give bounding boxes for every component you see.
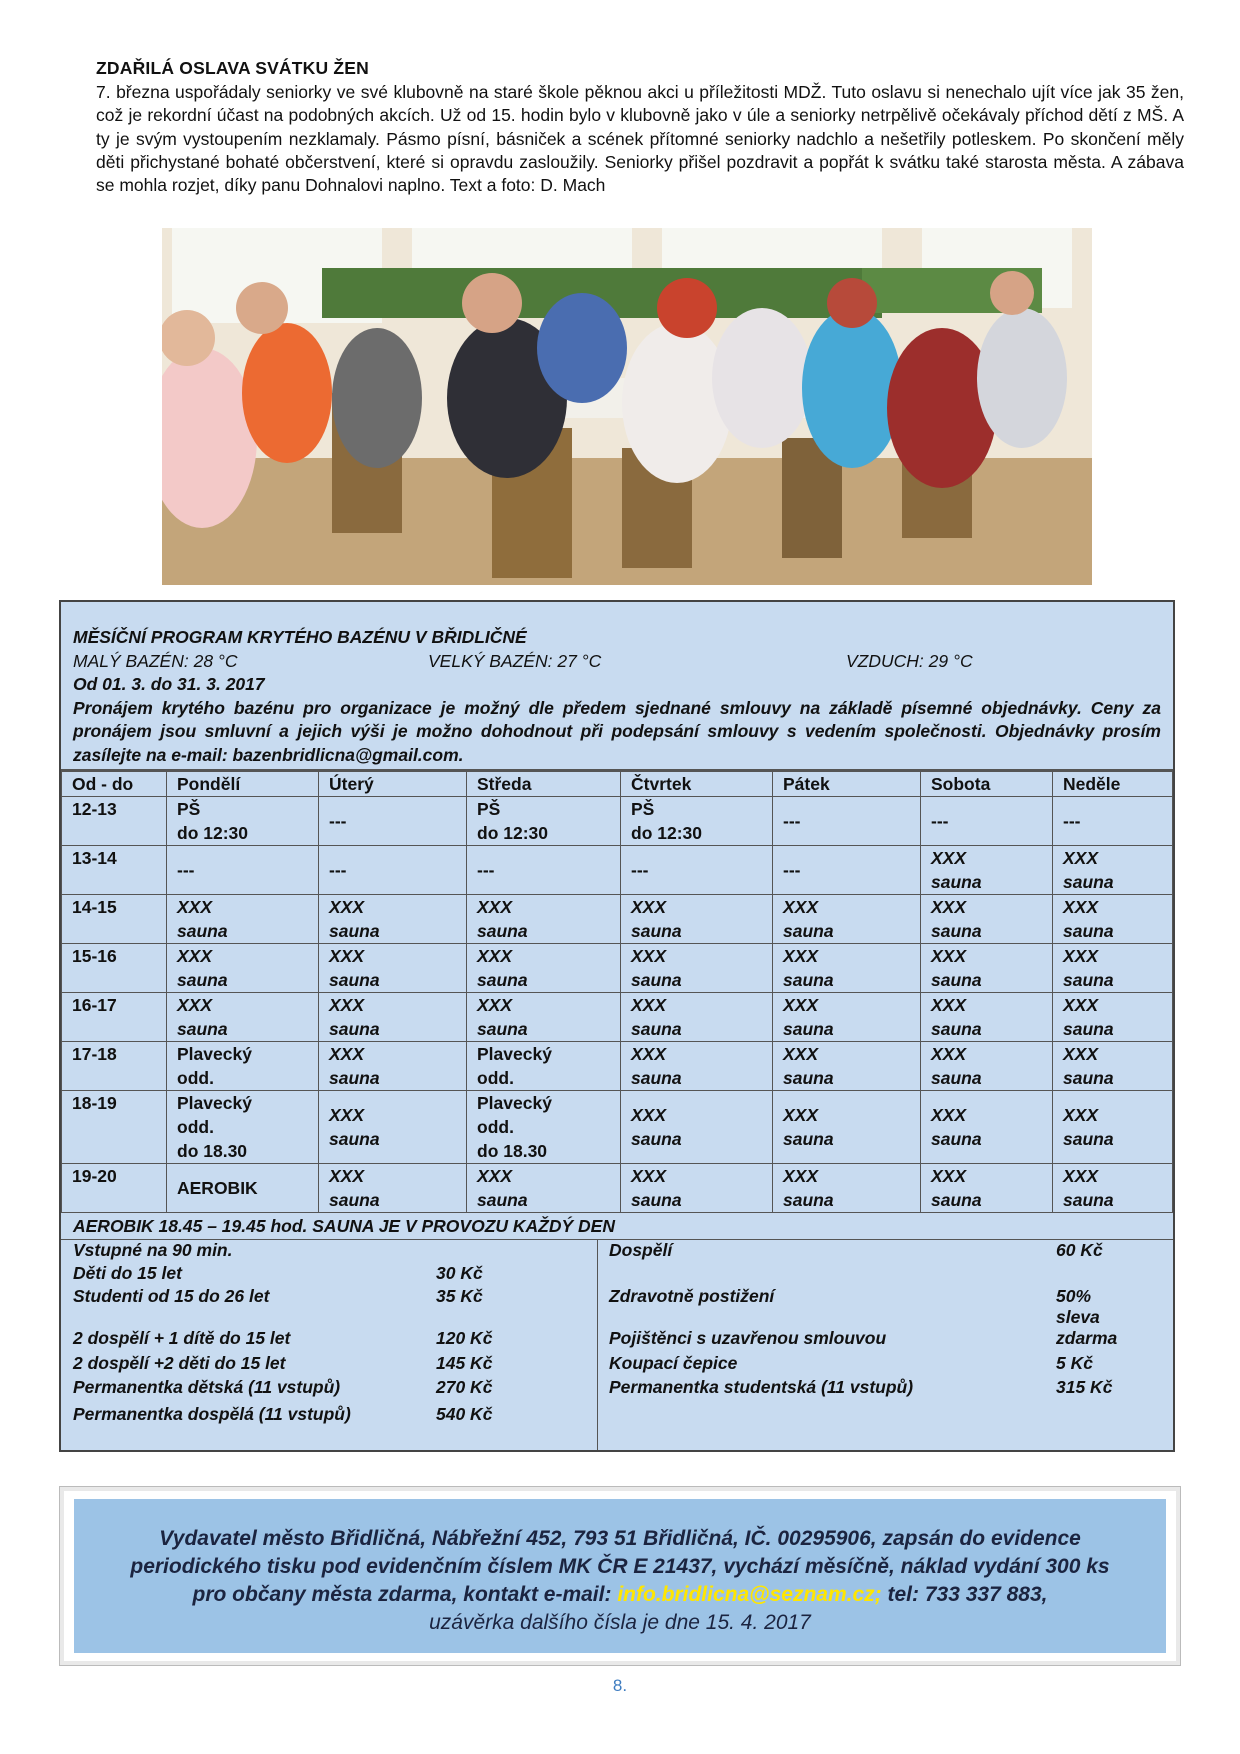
- schedule-cell: XXX sauna: [921, 993, 1053, 1042]
- photo-illustration: [162, 228, 1092, 585]
- price-label: 2 dospělí + 1 dítě do 15 let: [73, 1328, 291, 1348]
- price-label: Děti do 15 let: [73, 1263, 182, 1283]
- schedule-cell: XXX sauna: [1053, 944, 1173, 993]
- schedule-cell: XXX sauna: [773, 1042, 921, 1091]
- price-value: 315 Kč: [1056, 1377, 1113, 1397]
- schedule-cell: XXX sauna: [921, 1091, 1053, 1164]
- publisher-line-3a: pro občany města zdarma, kontakt e-mail:: [192, 1583, 618, 1606]
- article: [96, 58, 1184, 197]
- schedule-header-cell: Středa: [467, 772, 621, 797]
- schedule-cell: ---: [1053, 797, 1173, 846]
- schedule-cell: XXX sauna: [773, 895, 921, 944]
- temp-small-pool: MALÝ BAZÉN: 28 °C: [73, 650, 238, 671]
- schedule-header-cell: Sobota: [921, 772, 1053, 797]
- page-number: 8.: [612, 1676, 628, 1695]
- pool-program: [59, 600, 1175, 1452]
- schedule-cell: XXX sauna: [167, 895, 319, 944]
- price-value: 540 Kč: [436, 1404, 493, 1424]
- schedule-header-cell: Čtvrtek: [621, 772, 773, 797]
- pool-description: Pronájem krytého bazénu pro organizace je možný dle předem sjednané smlouvy na základě písemné objednávky. Ceny za pronájem jsou smluvní a jejich výši je možno dohodnout při podepsání smlouvy s vedením společnosti. Objednávky prosím zasílejte na e-mail: bazenbridlicna@gmail.com.: [73, 697, 1161, 765]
- price-list-right: [598, 1240, 1173, 1450]
- price-label: Permanentka dětská (11 vstupů): [73, 1377, 341, 1397]
- schedule-cell: ---: [319, 846, 467, 895]
- price-value: 35 Kč: [436, 1286, 483, 1306]
- aerobik-note: AEROBIK 18.45 – 19.45 hod. SAUNA JE V PROVOZU KAŽDÝ DEN: [61, 1213, 1173, 1240]
- schedule-row: [62, 1042, 1173, 1091]
- schedule-cell: ---: [921, 797, 1053, 846]
- price-value: zdarma: [1056, 1328, 1118, 1348]
- schedule-cell: XXX sauna: [467, 1164, 621, 1213]
- schedule-header-cell: Pátek: [773, 772, 921, 797]
- schedule-time-cell: 14-15: [62, 895, 167, 944]
- price-value: 270 Kč: [436, 1377, 493, 1397]
- publisher-line-1: Vydavatel město Břidličná, Nábřežní 452, 793 51 Břidličná, IČ. 00295906, zapsán do evidence: [159, 1527, 1081, 1550]
- schedule-cell: Plavecký odd.: [167, 1042, 319, 1091]
- publisher-box: [59, 1486, 1181, 1666]
- publisher-deadline: uzávěrka dalšího čísla je dne 15. 4. 2017: [429, 1611, 811, 1634]
- schedule-cell: XXX sauna: [773, 993, 921, 1042]
- schedule-cell: XXX sauna: [921, 1164, 1053, 1213]
- article-title: ZDAŘILÁ OSLAVA SVÁTKU ŽEN: [96, 58, 370, 78]
- schedule-cell: XXX sauna: [1053, 1164, 1173, 1213]
- schedule-row: [62, 895, 1173, 944]
- schedule-time-cell: 15-16: [62, 944, 167, 993]
- schedule-cell: Plavecký odd.: [467, 1042, 621, 1091]
- schedule-header-cell: Pondělí: [167, 772, 319, 797]
- schedule-row: [62, 797, 1173, 846]
- schedule-cell: Plavecký odd. do 18.30: [167, 1091, 319, 1164]
- publisher-line-3: [74, 1581, 1166, 1609]
- schedule-cell: XXX sauna: [621, 895, 773, 944]
- pool-header: [61, 602, 1173, 771]
- schedule-cell: XXX sauna: [1053, 895, 1173, 944]
- article-body: 7. března uspořádaly seniorky ve své klubovně na staré škole pěknou akci u příležitosti MDŽ. Tuto oslavu si nenechalo ujít více jak 35 žen, což je rekordní účast na podobných akcích. Už od 15. hodin bylo v klubovně jako v úle a seniorky netrpělivě očekávaly příchod dětí z MŠ. A ty je svým vystoupením nezklamaly. Pásmo písní, básniček a scének přítomné seniorky nadchlo a nešetřily potleskem. Po skončení měly děti přichystané bohaté občerstvení, které si opravdu zasloužily. Seniorky přišel pozdravit a popřát k svátku také starosta města. A zábava se mohla rozjet, díky panu Dohnalovi naplno. Text a foto: D. Mach: [96, 82, 1184, 196]
- price-value: 60 Kč: [1056, 1240, 1103, 1260]
- schedule-cell: XXX sauna: [1053, 846, 1173, 895]
- temperatures-row: [73, 650, 1161, 674]
- pool-period: Od 01. 3. do 31. 3. 2017: [73, 674, 265, 694]
- schedule-header-cell: Od - do: [62, 772, 167, 797]
- schedule-header-cell: Neděle: [1053, 772, 1173, 797]
- schedule-cell: Plavecký odd. do 18.30: [467, 1091, 621, 1164]
- schedule-time-cell: 13-14: [62, 846, 167, 895]
- schedule-time-cell: 17-18: [62, 1042, 167, 1091]
- schedule-table: [61, 771, 1173, 1213]
- schedule-cell: PŠ do 12:30: [621, 797, 773, 846]
- schedule-row: [62, 846, 1173, 895]
- schedule-cell: XXX sauna: [621, 993, 773, 1042]
- schedule-cell: XXX sauna: [319, 993, 467, 1042]
- schedule-row: [62, 1091, 1173, 1164]
- schedule-cell: PŠ do 12:30: [167, 797, 319, 846]
- price-label: Studenti od 15 do 26 let: [73, 1286, 270, 1306]
- schedule-cell: XXX sauna: [921, 895, 1053, 944]
- schedule-header-cell: Úterý: [319, 772, 467, 797]
- schedule-cell: PŠ do 12:30: [467, 797, 621, 846]
- price-label: Vstupné na 90 min.: [73, 1240, 233, 1260]
- schedule-time-cell: 18-19: [62, 1091, 167, 1164]
- price-label: Koupací čepice: [609, 1353, 738, 1373]
- schedule-cell: XXX sauna: [319, 944, 467, 993]
- schedule-header-row: [62, 772, 1173, 797]
- price-value: 50% sleva: [1056, 1286, 1100, 1327]
- schedule-cell: XXX sauna: [319, 1091, 467, 1164]
- schedule-row: [62, 1164, 1173, 1213]
- schedule-cell: XXX sauna: [319, 895, 467, 944]
- price-label: 2 dospělí +2 děti do 15 let: [73, 1353, 286, 1373]
- schedule-cell: XXX sauna: [1053, 993, 1173, 1042]
- schedule-cell: XXX sauna: [1053, 1042, 1173, 1091]
- temp-air: VZDUCH: 29 °C: [846, 650, 973, 671]
- schedule-cell: XXX sauna: [773, 1091, 921, 1164]
- schedule-cell: ---: [621, 846, 773, 895]
- pool-title: MĚSÍČNÍ PROGRAM KRYTÉHO BAZÉNU V BŘIDLIČNÉ: [73, 627, 527, 647]
- price-label: Dospělí: [609, 1240, 673, 1260]
- schedule-row: [62, 944, 1173, 993]
- schedule-time-cell: 12-13: [62, 797, 167, 846]
- schedule-cell: XXX sauna: [621, 944, 773, 993]
- schedule-cell: XXX sauna: [621, 1164, 773, 1213]
- publisher-line-2: periodického tisku pod evidenčním číslem MK ČR E 21437, vychází měsíčně, náklad vydání 300 ks: [130, 1555, 1110, 1578]
- price-value: 30 Kč: [436, 1263, 483, 1283]
- schedule-cell: XXX sauna: [921, 944, 1053, 993]
- schedule-cell: XXX sauna: [621, 1042, 773, 1091]
- price-label: Permanentka studentská (11 vstupů): [609, 1377, 914, 1397]
- schedule-cell: XXX sauna: [621, 1091, 773, 1164]
- price-list-left: [61, 1240, 598, 1450]
- schedule-cell: XXX sauna: [921, 846, 1053, 895]
- schedule-row: [62, 993, 1173, 1042]
- price-list: [61, 1240, 1173, 1450]
- schedule-cell: XXX sauna: [467, 944, 621, 993]
- price-label: Permanentka dospělá (11 vstupů): [73, 1404, 351, 1424]
- schedule-cell: XXX sauna: [167, 993, 319, 1042]
- schedule-cell: ---: [319, 797, 467, 846]
- publisher-email-link[interactable]: info.bridlicna@seznam.cz;: [617, 1583, 882, 1606]
- schedule-time-cell: 19-20: [62, 1164, 167, 1213]
- schedule-cell: XXX sauna: [467, 993, 621, 1042]
- schedule-cell: XXX sauna: [167, 944, 319, 993]
- price-value: 120 Kč: [436, 1328, 493, 1348]
- event-photo: [162, 228, 1092, 585]
- schedule-cell: ---: [773, 846, 921, 895]
- schedule-cell: ---: [773, 797, 921, 846]
- schedule-cell: XXX sauna: [319, 1164, 467, 1213]
- schedule-cell: XXX sauna: [1053, 1091, 1173, 1164]
- price-label: Pojištěnci s uzavřenou smlouvou: [609, 1328, 887, 1348]
- schedule-cell: XXX sauna: [921, 1042, 1053, 1091]
- publisher-info: [74, 1499, 1166, 1653]
- schedule-cell: XXX sauna: [319, 1042, 467, 1091]
- schedule-cell: ---: [167, 846, 319, 895]
- schedule-cell: XXX sauna: [773, 944, 921, 993]
- schedule-cell: AEROBIK: [167, 1164, 319, 1213]
- price-value: 145 Kč: [436, 1353, 493, 1373]
- schedule-cell: XXX sauna: [467, 895, 621, 944]
- schedule-cell: XXX sauna: [773, 1164, 921, 1213]
- publisher-phone: tel: 733 337 883,: [881, 1583, 1048, 1606]
- schedule-cell: ---: [467, 846, 621, 895]
- schedule-time-cell: 16-17: [62, 993, 167, 1042]
- price-label: Zdravotně postižení: [609, 1286, 775, 1306]
- price-value: 5 Kč: [1056, 1353, 1093, 1373]
- temp-big-pool: VELKÝ BAZÉN: 27 °C: [428, 650, 602, 671]
